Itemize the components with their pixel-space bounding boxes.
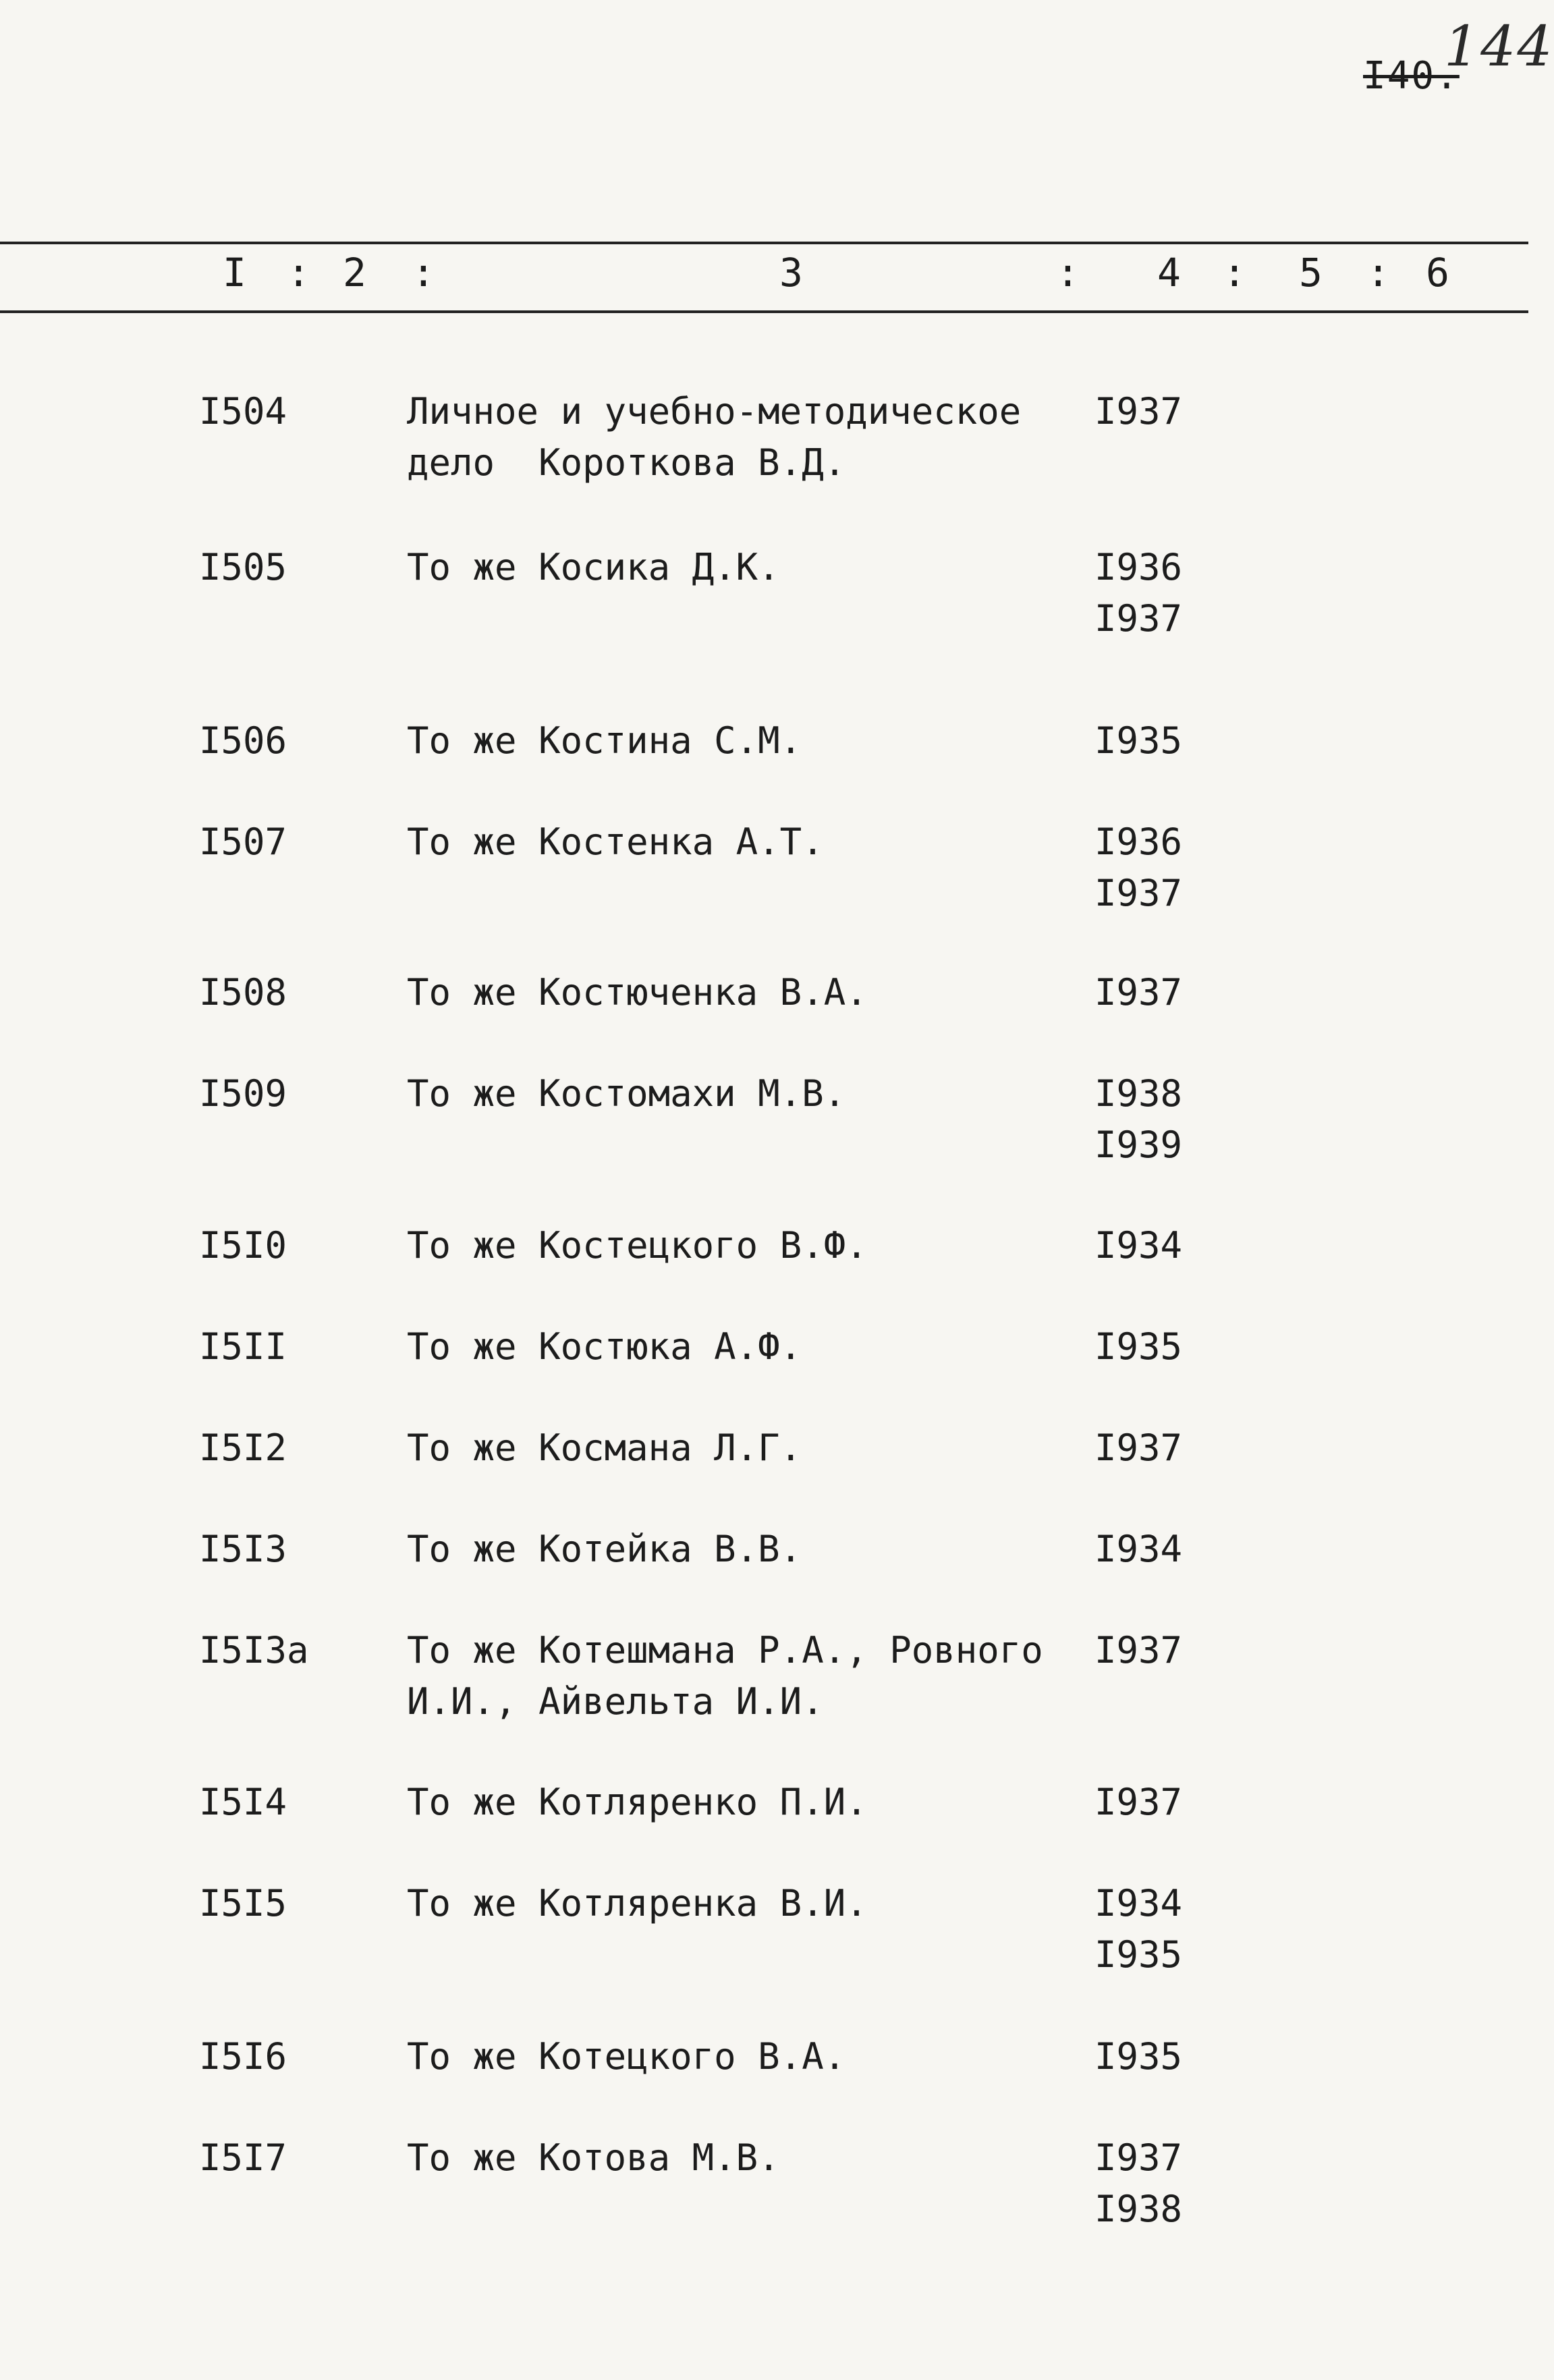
header-col-6: 6	[1426, 250, 1449, 296]
page-number-corrected: 144	[1444, 15, 1554, 79]
entry-year: I937	[1094, 1629, 1183, 1671]
entry-year: I937	[1094, 971, 1183, 1014]
entry-years	[1094, 1625, 1182, 1676]
entry-years	[1094, 1068, 1182, 1171]
entry-title-line: То же Котейка В.В.	[407, 1528, 802, 1570]
entry-number: I5I3а	[199, 1629, 309, 1671]
header-sep: :	[1366, 250, 1390, 296]
entry-years	[1094, 1878, 1182, 1981]
entry-title-line: То же Костецкого В.Ф.	[407, 1224, 868, 1267]
entry-year: I937	[1094, 872, 1183, 914]
entry-year: I937	[1094, 597, 1183, 640]
entry-title	[407, 715, 1048, 767]
entry-years	[1094, 1321, 1182, 1373]
header-col-4: 4	[1157, 250, 1181, 296]
entry-title	[407, 386, 1048, 489]
entry-number: I5I2	[199, 1427, 287, 1469]
entry-title-line: То же Костина С.М.	[407, 719, 802, 762]
entry-title	[407, 967, 1048, 1018]
entry-number: I504	[199, 390, 287, 433]
entry-years	[1094, 2031, 1182, 2082]
entry-years	[1094, 817, 1182, 919]
entry-title	[407, 1068, 1048, 1119]
entry-number: I5II	[199, 1325, 287, 1368]
entry-title	[407, 1625, 1048, 1727]
entry-title	[407, 1321, 1048, 1373]
entry-year: I937	[1094, 2136, 1183, 2179]
entry-year: I935	[1094, 1933, 1183, 1976]
entry-title-line: То же Космана Л.Г.	[407, 1427, 802, 1469]
entry-number: I506	[199, 719, 287, 762]
entry-year: I935	[1094, 1325, 1183, 1368]
header-sep: :	[287, 250, 310, 296]
entry-title-line: То же Костюченка В.А.	[407, 971, 868, 1014]
entry-year: I937	[1094, 1781, 1183, 1823]
entry-title-line: То же Котешмана Р.А., Ровного	[407, 1629, 1043, 1671]
entry-years	[1094, 2132, 1182, 2235]
header-col-5: 5	[1299, 250, 1323, 296]
entry-title-line: То же Костенка А.Т.	[407, 821, 824, 863]
entry-year: I937	[1094, 1427, 1183, 1469]
entry-year: I938	[1094, 2188, 1183, 2230]
entry-number: I5I5	[199, 1882, 287, 1925]
entry-title-line: То же Костомахи М.В.	[407, 1072, 846, 1115]
entry-title-line: То же Костюка А.Ф.	[407, 1325, 802, 1368]
entry-number: I5I0	[199, 1224, 287, 1267]
entry-year: I934	[1094, 1528, 1183, 1570]
entry-title	[407, 2031, 1048, 2082]
entry-number: I505	[199, 546, 287, 588]
entry-title	[407, 1422, 1048, 1474]
entry-title	[407, 817, 1048, 868]
entry-year: I934	[1094, 1224, 1183, 1267]
header-sep: :	[412, 250, 435, 296]
entry-number: I5I6	[199, 2035, 287, 2078]
header-col-1: I	[223, 250, 246, 296]
entry-year: I935	[1094, 719, 1183, 762]
entry-years	[1094, 1422, 1182, 1474]
entry-title-line: И.И., Айвельта И.И.	[407, 1680, 824, 1723]
entry-year: I938	[1094, 1072, 1183, 1115]
entry-year: I934	[1094, 1882, 1183, 1925]
entry-title-line: дело Короткова В.Д.	[407, 441, 846, 484]
header-sep: :	[1223, 250, 1246, 296]
entry-title-line: То же Косика Д.К.	[407, 546, 780, 588]
header-rule-top	[0, 242, 1528, 244]
entry-title	[407, 1220, 1048, 1271]
header-rule-bottom	[0, 310, 1528, 313]
entry-number: I508	[199, 971, 287, 1014]
entry-years	[1094, 1220, 1182, 1271]
header-col-2: 2	[343, 250, 366, 296]
entry-title-line: То же Котляренка В.И.	[407, 1882, 868, 1925]
entry-title-line: То же Котляренко П.И.	[407, 1781, 868, 1823]
entry-year: I936	[1094, 821, 1183, 863]
entry-title	[407, 1878, 1048, 1929]
entry-title	[407, 2132, 1048, 2184]
page-number	[1363, 15, 1554, 98]
entry-title-line: Личное и учебно-методическое	[407, 390, 1022, 433]
entry-title-line: То же Котова М.В.	[407, 2136, 780, 2179]
entry-years	[1094, 715, 1182, 767]
entry-years	[1094, 386, 1182, 437]
entry-years	[1094, 542, 1182, 644]
entry-number: I5I3	[199, 1528, 287, 1570]
entry-year: I936	[1094, 546, 1183, 588]
entry-years	[1094, 967, 1182, 1018]
page-number-original: I40.	[1363, 54, 1460, 98]
entry-year: I939	[1094, 1124, 1183, 1166]
entry-title	[407, 542, 1048, 593]
entry-number: I507	[199, 821, 287, 863]
entry-year: I937	[1094, 390, 1183, 433]
header-col-3: 3	[779, 250, 803, 296]
entry-number: I5I7	[199, 2136, 287, 2179]
entry-number: I509	[199, 1072, 287, 1115]
entry-title	[407, 1777, 1048, 1828]
column-header	[0, 250, 1528, 304]
entry-years	[1094, 1777, 1182, 1828]
entry-title	[407, 1524, 1048, 1575]
entry-number: I5I4	[199, 1781, 287, 1823]
entry-years	[1094, 1524, 1182, 1575]
entry-year: I935	[1094, 2035, 1183, 2078]
entry-title-line: То же Котецкого В.А.	[407, 2035, 846, 2078]
header-sep: :	[1056, 250, 1080, 296]
